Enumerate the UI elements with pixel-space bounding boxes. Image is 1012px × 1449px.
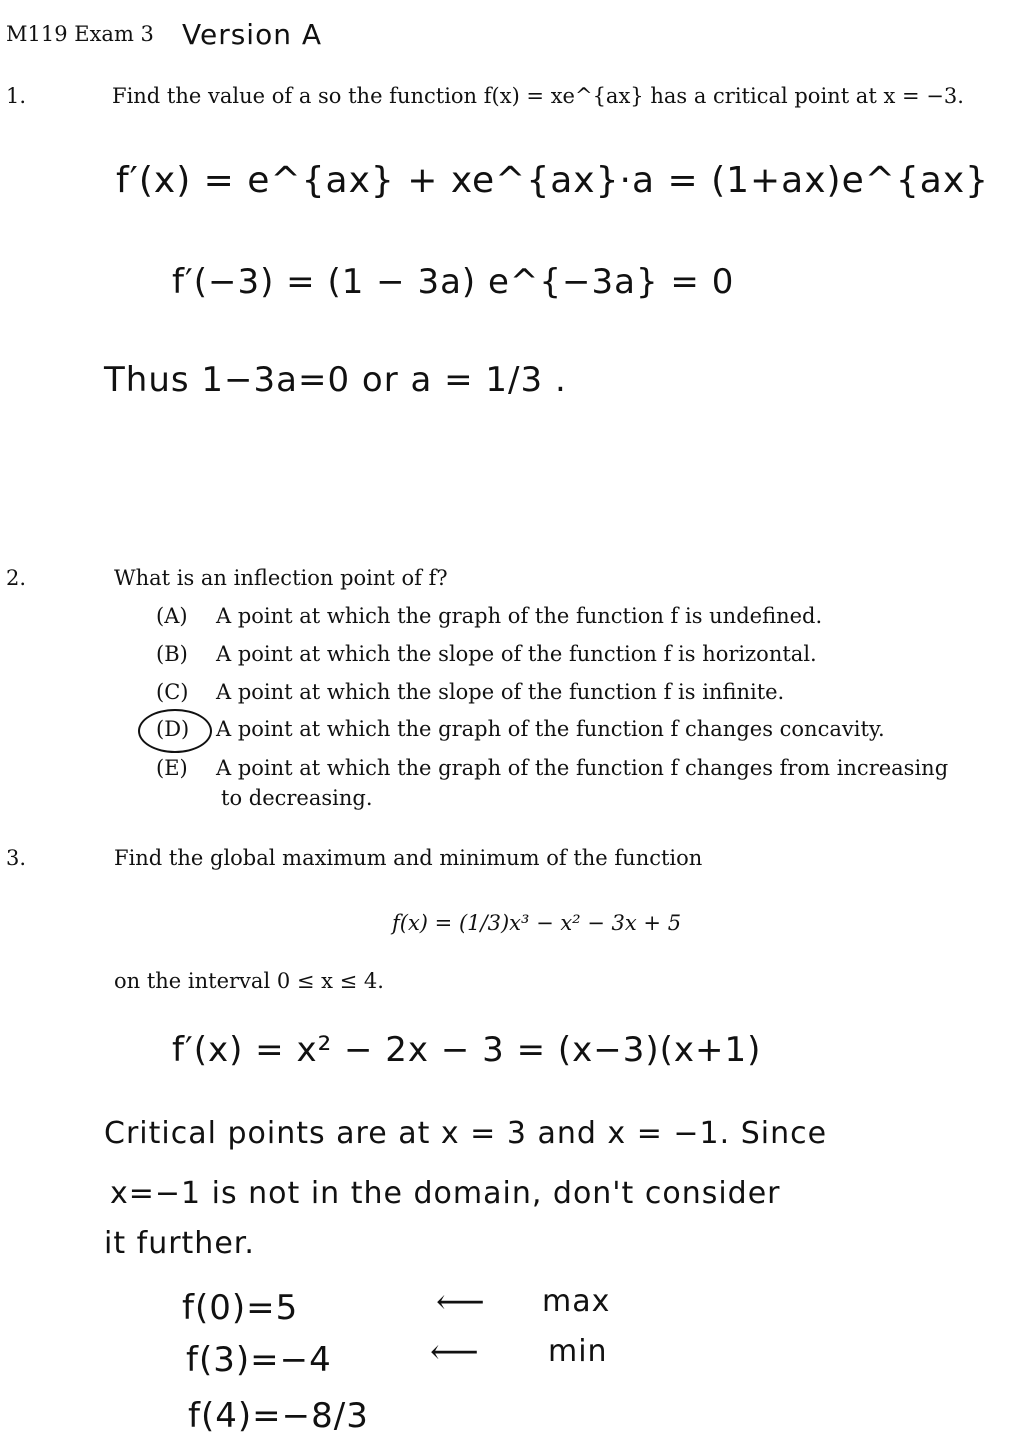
q3-prompt: Find the global maximum and minimum of the function — [114, 846, 703, 870]
option-text: A point at which the slope of the function f is infinite. — [216, 680, 785, 704]
q1-work-line-2: f′(−3) = (1 − 3a) e^{−3a} = 0 — [172, 262, 735, 302]
q3-work-line-2: Critical points are at x = 3 and x = −1. Since — [104, 1116, 828, 1151]
q2-option-b — [156, 642, 817, 666]
q3-work-line-1: f′(x) = x² − 2x − 3 = (x−3)(x+1) — [172, 1030, 762, 1070]
option-letter: (E) — [156, 756, 188, 780]
version-label: Version A — [182, 18, 323, 51]
q3-work-line-4: it further. — [104, 1226, 255, 1261]
option-letter: (A) — [156, 604, 188, 628]
q3-note-max: max — [542, 1284, 611, 1319]
q3-value-2: f(3)=−4 — [186, 1340, 332, 1380]
q2-option-c — [156, 680, 784, 704]
arrow-left-icon: ⟵ — [430, 1332, 479, 1372]
course-title: M119 Exam 3 — [6, 22, 154, 46]
q2-option-a — [156, 604, 822, 628]
q2-number: 2. — [6, 566, 27, 590]
q2-option-e-continuation: to decreasing. — [221, 786, 373, 810]
option-text: A point at which the slope of the function f is horizontal. — [216, 642, 817, 666]
q3-note-min: min — [548, 1334, 608, 1369]
option-text: A point at which the graph of the function f is undefined. — [216, 604, 823, 628]
option-letter: (D) — [156, 717, 190, 741]
q2-option-e — [156, 756, 948, 780]
answer-circle — [138, 709, 212, 753]
option-text: A point at which the graph of the function f changes from increasing — [216, 756, 949, 780]
arrow-left-icon: ⟵ — [436, 1282, 485, 1322]
option-letter: (B) — [156, 642, 188, 666]
q2-option-d — [156, 717, 885, 741]
q3-number: 3. — [6, 846, 27, 870]
option-text: A point at which the graph of the function f changes concavity. — [216, 717, 885, 741]
q1-number: 1. — [6, 84, 27, 108]
option-letter: (C) — [156, 680, 189, 704]
q2-prompt: What is an inflection point of f? — [114, 566, 448, 590]
q3-work-line-3: x=−1 is not in the domain, don't consider — [110, 1176, 781, 1211]
q3-value-1: f(0)=5 — [182, 1288, 299, 1328]
q1-prompt: Find the value of a so the function f(x) = xe^{ax} has a critical point at x = −3. — [112, 84, 964, 108]
q3-interval: on the interval 0 ≤ x ≤ 4. — [114, 969, 384, 993]
q3-value-3: f(4)=−8/3 — [188, 1396, 369, 1436]
q1-work-line-1: f′(x) = e^{ax} + xe^{ax}·a = (1+ax)e^{ax} — [116, 160, 990, 201]
q1-work-line-3: Thus 1−3a=0 or a = 1/3 . — [104, 360, 567, 400]
q3-function: f(x) = (1/3)x³ − x² − 3x + 5 — [392, 911, 682, 935]
